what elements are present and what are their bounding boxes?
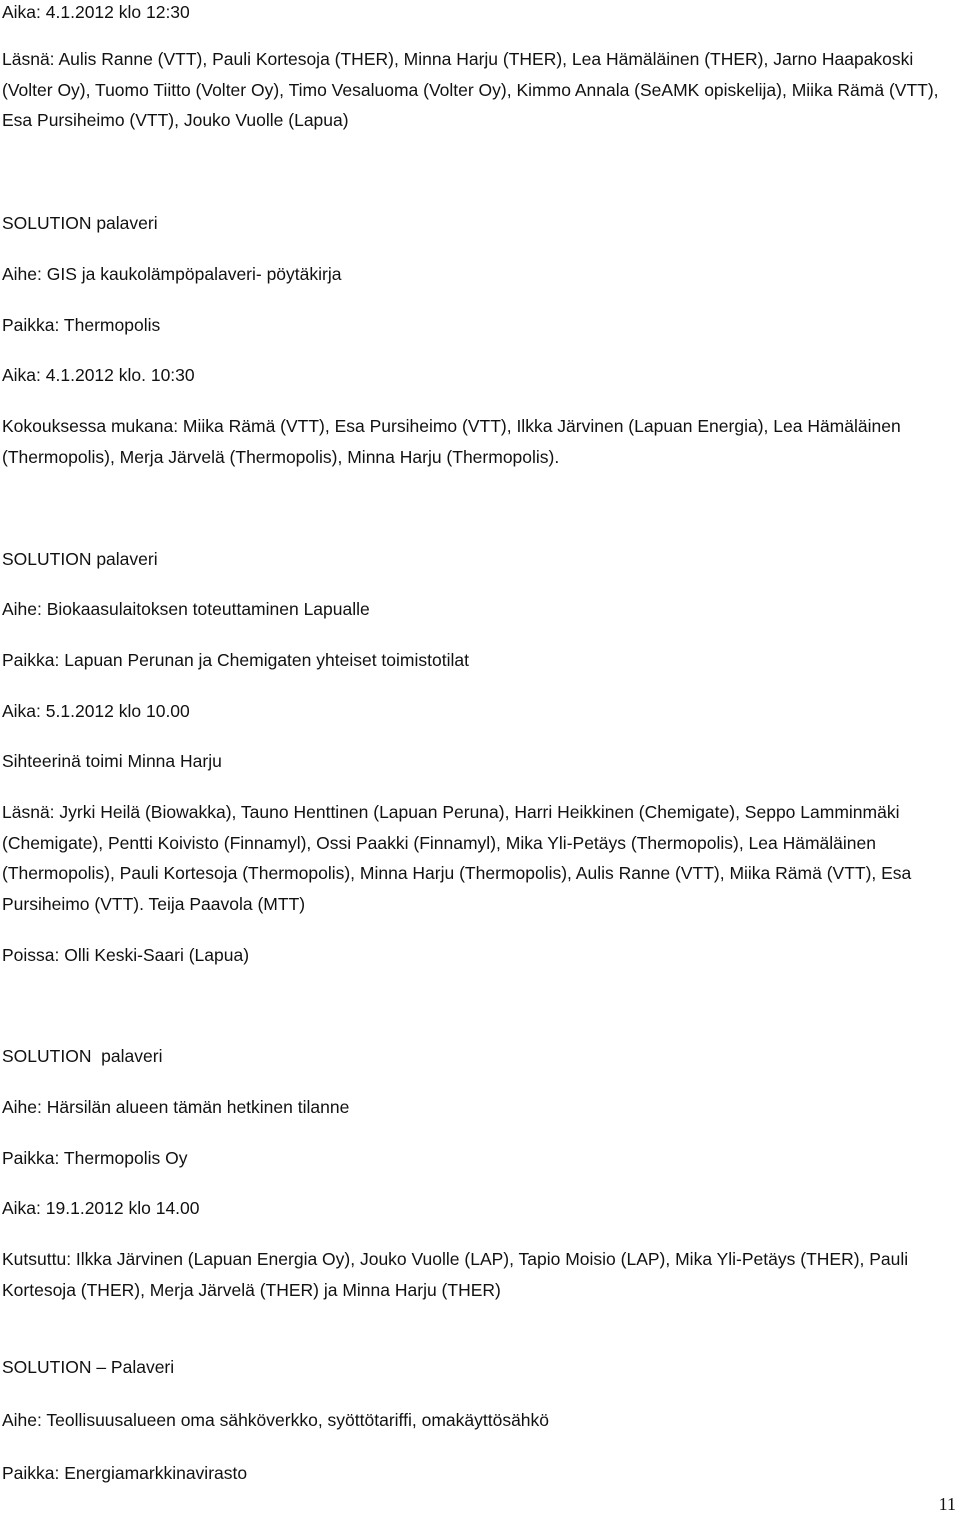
meeting-1-title: SOLUTION palaveri (2, 213, 158, 233)
attendees-paragraph: Läsnä: Aulis Ranne (VTT), Pauli Kortesoja (THER), Minna Harju (THER), Lea Hämäläinen (THER), Jarno Haapakoski (Volter Oy), Tuomo Tiitto (Volter Oy), Timo Vesaluoma (Volter Oy), Kimmo Annala (SeAMK opiskelija), Miika Rämä (VTT), Esa Pursiheimo (VTT), Jouko Vuolle (Lapua) (2, 49, 939, 130)
meeting-2-place: Paikka: Lapuan Perunan ja Chemigaten yhteiset toimistotilat (2, 650, 469, 670)
meeting-1-participants: Kokouksessa mukana: Miika Rämä (VTT), Esa Pursiheimo (VTT), Ilkka Järvinen (Lapuan Energia), Lea Hämäläinen (Thermopolis), Merja Järvelä (Thermopolis), Minna Harju (Thermopolis). (2, 416, 901, 467)
header-time-line: Aika: 4.1.2012 klo 12:30 (2, 2, 190, 22)
meeting-1-place: Paikka: Thermopolis (2, 315, 161, 335)
meeting-3-subject: Aihe: Härsilän alueen tämän hetkinen tilanne (2, 1097, 350, 1117)
meeting-2-absent: Poissa: Olli Keski-Saari (Lapua) (2, 945, 250, 965)
meeting-1-time: Aika: 4.1.2012 klo. 10:30 (2, 365, 195, 385)
meeting-3-time: Aika: 19.1.2012 klo 14.00 (2, 1198, 200, 1218)
meeting-3-place: Paikka: Thermopolis Oy (2, 1148, 188, 1168)
meeting-2-time: Aika: 5.1.2012 klo 10.00 (2, 701, 190, 721)
meeting-4-title: SOLUTION – Palaveri (2, 1357, 175, 1377)
meeting-3-invited: Kutsuttu: Ilkka Järvinen (Lapuan Energia Oy), Jouko Vuolle (LAP), Tapio Moisio (LAP), Mika Yli-Petäys (THER), Pauli Kortesoja (THER), Merja Järvelä (THER) ja Minna Harju (THER) (2, 1249, 909, 1300)
meeting-2-subject: Aihe: Biokaasulaitoksen toteuttaminen Lapualle (2, 599, 370, 619)
meeting-4-subject: Aihe: Teollisuusalueen oma sähköverkko, syöttötariffi, omakäyttösähkö (2, 1410, 550, 1430)
meeting-2-present: Läsnä: Jyrki Heilä (Biowakka), Tauno Henttinen (Lapuan Peruna), Harri Heikkinen (Chemigate), Seppo Lamminmäki (Chemigate), Pentti Koivisto (Finnamyl), Ossi Paakki (Finnamyl), Mika Yli-Petäys (Thermopolis), Lea Hämäläinen (Thermopolis), Pauli Kortesoja (Thermopolis), Minna Harju (Thermopolis), Aulis Ranne (VTT), Miika Rämä (VTT), Esa Pursiheimo (VTT). Teija Paavola (MTT) (2, 802, 912, 914)
page-number: 11 (938, 1494, 956, 1514)
meeting-3-title: SOLUTION palaveri (2, 1046, 163, 1066)
meeting-1-subject: Aihe: GIS ja kaukolämpöpalaveri- pöytäkirja (2, 264, 342, 284)
meeting-2-secretary: Sihteerinä toimi Minna Harju (2, 751, 222, 771)
meeting-2-title: SOLUTION palaveri (2, 549, 158, 569)
meeting-4-place: Paikka: Energiamarkkinavirasto (2, 1463, 248, 1483)
